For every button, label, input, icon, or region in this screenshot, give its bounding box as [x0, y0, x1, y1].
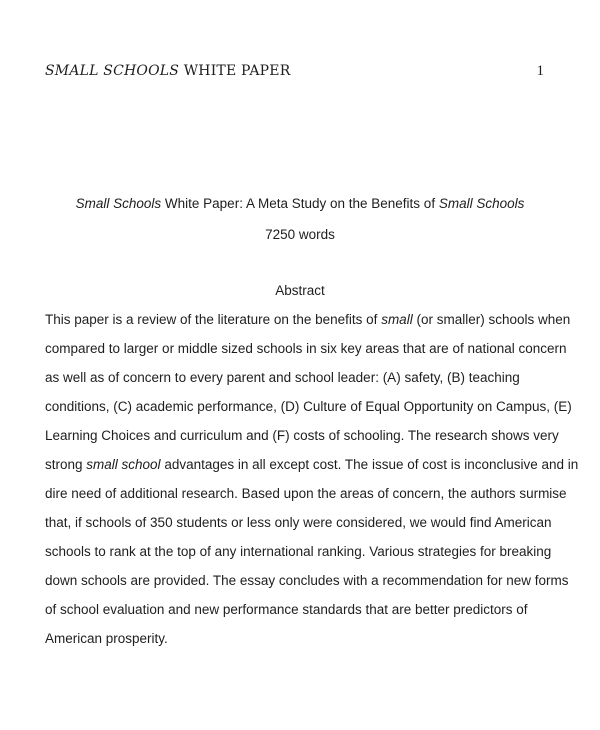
abstract-text: or smaller: [420, 312, 481, 327]
title-italic-start: Small Schools: [75, 196, 162, 211]
abstract-line: [45, 573, 569, 602]
abstract-text: of school evaluation and new performance standards that are better predictors of: [45, 602, 528, 617]
abstract-text: conditions, (C) academic performance, (D) Culture of Equal Opportunity on Campus, (E): [45, 399, 572, 414]
abstract-line: [45, 544, 565, 573]
word-count: 7250 words: [265, 227, 335, 242]
abstract-italic-text: small: [381, 312, 413, 327]
abstract-italic-text: small school: [86, 457, 161, 472]
running-head: [45, 63, 290, 79]
abstract-text: This paper is a review of the literature on the benefits of: [45, 312, 382, 327]
abstract-line: [45, 428, 565, 457]
running-head-roman: WHITE PAPER: [179, 63, 291, 79]
abstract-text: ) schools when: [480, 312, 571, 327]
abstract-text: Learning Choices and curriculum and (F) costs of schooling. The research shows very: [45, 428, 559, 443]
running-head-italic: SMALL SCHOOLS: [45, 63, 180, 79]
page-number: 1: [536, 63, 544, 79]
paper-title: [0, 196, 600, 211]
title-middle: White Paper: A Meta Study on the Benefits of: [161, 196, 439, 211]
abstract-text: strong: [45, 457, 87, 472]
abstract-line: [45, 341, 565, 370]
abstract-text: dire need of additional research. Based upon the areas of concern, the authors surmise: [45, 486, 567, 501]
abstract-heading: Abstract: [275, 283, 325, 298]
abstract-text: compared to larger or middle sized schools in six key areas that are of national concern: [45, 341, 567, 356]
abstract-text: advantages in all except cost. The issue of cost is inconclusive and in: [160, 457, 579, 472]
abstract-text: schools to rank at the top of any international ranking. Various strategies for breaking: [45, 544, 552, 559]
abstract-line: [45, 486, 565, 515]
abstract-line: [45, 312, 571, 341]
abstract-line: [45, 602, 565, 631]
title-italic-end: Small Schools: [438, 196, 525, 211]
abstract-line: [45, 631, 565, 660]
abstract-line: [45, 399, 572, 428]
abstract-text: (: [412, 312, 421, 327]
abstract-line: [45, 457, 579, 486]
abstract-text: down schools are provided. The essay concludes with a recommendation for new forms: [45, 573, 569, 588]
abstract-text: as well as of concern to every parent and school leader: (A) safety, (B) teaching: [45, 370, 520, 385]
abstract-body: [45, 312, 579, 660]
abstract-text: that, if schools of 350 students or less only were considered, we would find American: [45, 515, 552, 530]
abstract-line: [45, 515, 565, 544]
abstract-text: American prosperity.: [45, 631, 168, 646]
abstract-line: [45, 370, 565, 399]
